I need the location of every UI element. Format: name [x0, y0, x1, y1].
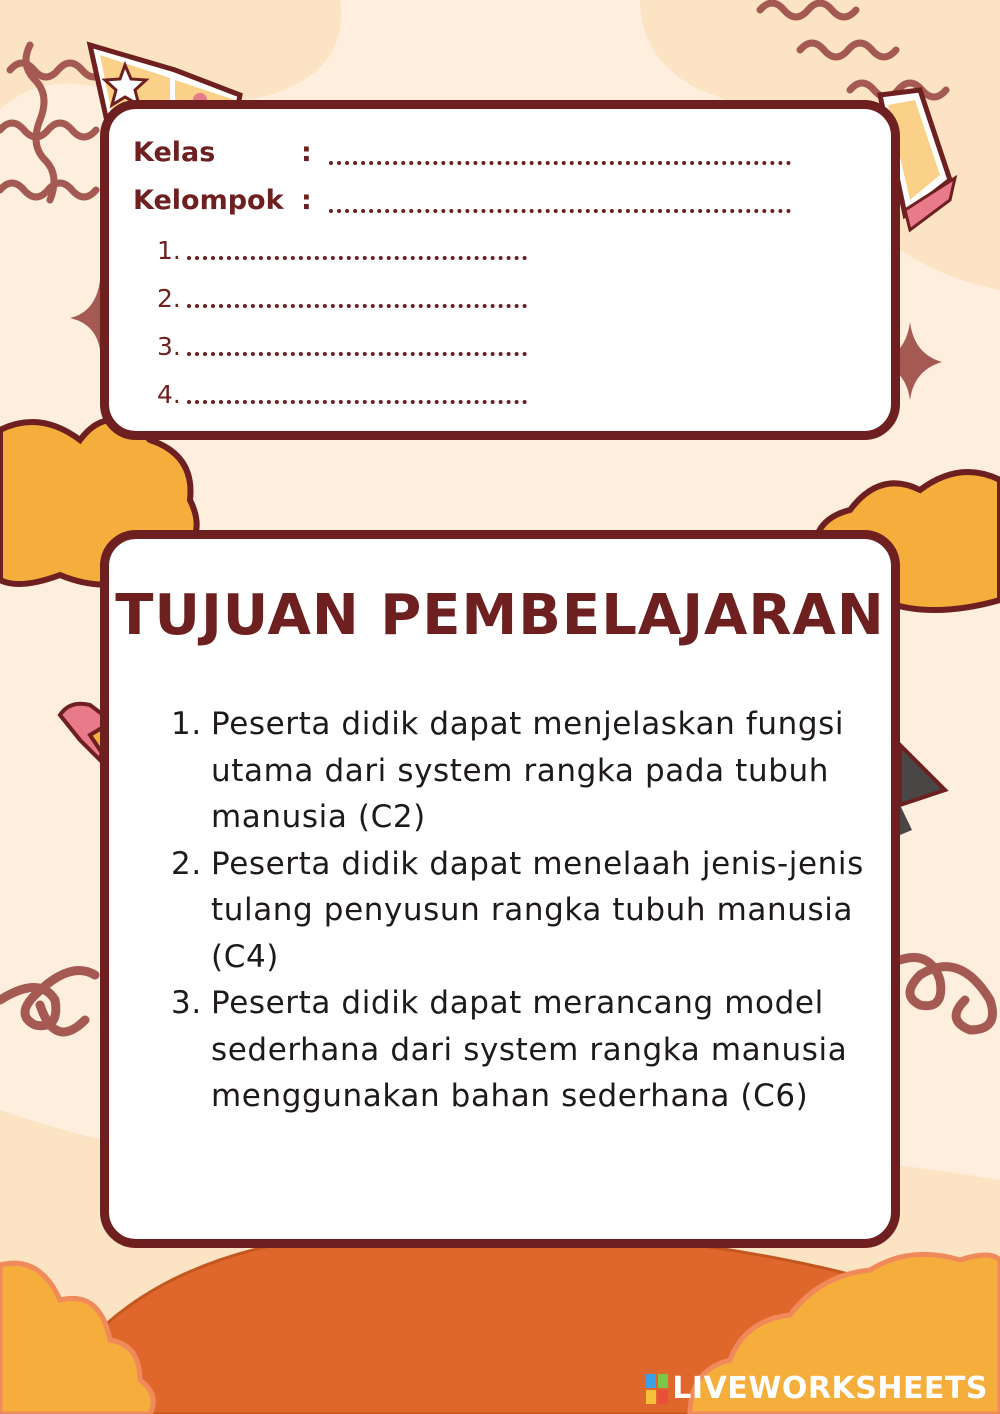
graduation-cap-icon [900, 745, 945, 835]
member-number: 4. [157, 380, 181, 409]
kelompok-label: Kelompok [133, 185, 284, 216]
member-number: 3. [157, 332, 181, 361]
member-row [157, 284, 181, 313]
objective-number: 3. [171, 985, 202, 1021]
identity-card [100, 100, 900, 440]
member-row [157, 332, 181, 361]
kelompok-input-line[interactable] [329, 209, 791, 213]
objective-text: Peserta didik dapat merancang model sederhana dari system rangka manusia menggunakan bahan sederhana (C6) [211, 985, 848, 1114]
objective-text: Peserta didik dapat menelaah jenis-jenis tulang penyusun rangka tubuh manusia (C4) [211, 845, 864, 975]
member-row [157, 236, 181, 265]
kelas-label: Kelas [133, 137, 216, 168]
kelas-colon: : [301, 137, 312, 168]
liveworksheets-logo-icon [646, 1374, 668, 1404]
member-number: 1. [157, 236, 181, 265]
swirl-left-icon [0, 971, 95, 1033]
kelas-row [133, 137, 312, 168]
objective-number: 2. [171, 845, 202, 882]
member-input-line[interactable] [187, 400, 527, 404]
objective-item [171, 701, 871, 841]
member-number: 2. [157, 284, 181, 313]
kelompok-colon: : [301, 185, 312, 216]
objective-number: 1. [171, 706, 202, 742]
member-input-line[interactable] [187, 256, 527, 260]
member-row [157, 380, 181, 409]
objectives-list [171, 701, 871, 1120]
objectives-card [100, 530, 900, 1248]
kelompok-row [133, 185, 312, 216]
watermark-text: LIVEWORKSHEETS [672, 1371, 988, 1406]
objective-item [171, 980, 871, 1120]
kelas-input-line[interactable] [329, 161, 791, 165]
objective-item [171, 841, 871, 981]
objective-text: Peserta didik dapat menjelaskan fungsi utama dari system rangka pada tubuh manusia (C2) [211, 706, 845, 835]
liveworksheets-watermark[interactable] [646, 1371, 988, 1406]
member-input-line[interactable] [187, 304, 527, 308]
objectives-title: TUJUAN PEMBELAJARAN [115, 583, 885, 648]
swirl-right-icon [900, 958, 993, 1031]
member-input-line[interactable] [187, 352, 527, 356]
